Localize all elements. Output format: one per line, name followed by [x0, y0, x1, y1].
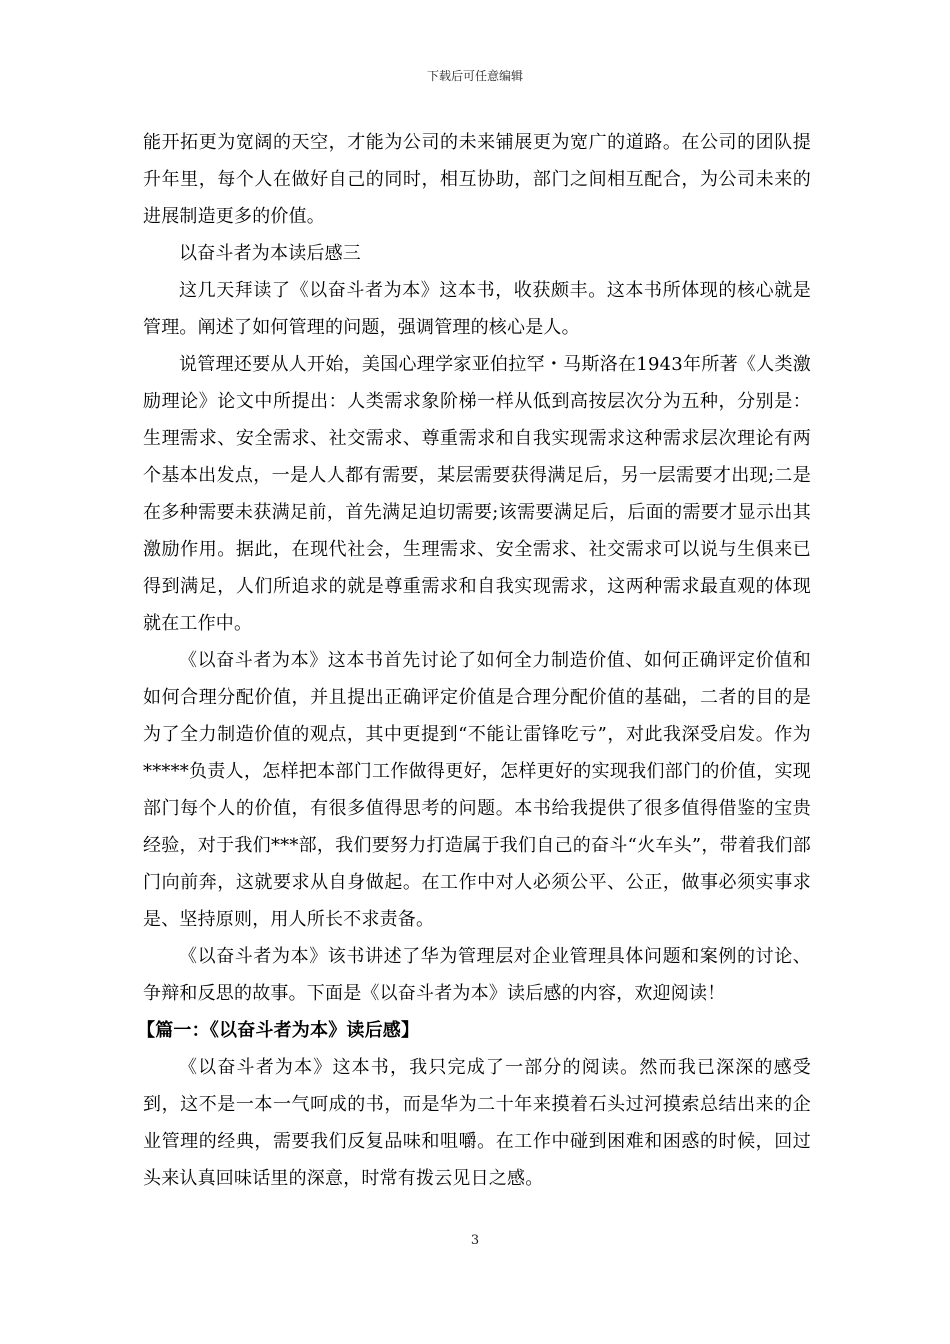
- page-number: 3: [470, 1233, 480, 1248]
- paragraph: 《以奋斗者为本》这本书首先讨论了如何全力制造价值、如何正确评定价值和如何合理分配价值，并且提出正确评定价值是合理分配价值的基础，二者的目的是为了全力制造价值的观点，其中更提到“不能让雷锋吃亏”，对此我深受启发。作为*****负责人，怎样把本部门工作做得更好，怎样更好的实现我们部门的价值，实现部门每个人的价值，有很多值得思考的问题。本书给我提供了很多值得借鉴的宝贵经验，对于我们***部，我们要努力打造属于我们自己的奋斗“火车头”，带着我们部门向前奔，这就要求从自身做起。在工作中对人必须公平、公正，做事必须实事求是、坚持原则，用人所长不求责备。: [143, 650, 811, 930]
- paragraph: 《以奋斗者为本》这本书，我只完成了一部分的阅读。然而我已深深的感受到，这不是一本一气呵成的书，而是华为二十年来摸着石头过河摸索总结出来的企业管理的经典，需要我们反复品味和咀嚼。在工作中碰到困难和困惑的时候，回过头来认真回味话里的深意，时常有拨云见日之感。: [143, 1057, 811, 1189]
- page-header: 下载后可任意编辑: [426, 69, 523, 83]
- section-title: 以奋斗者为本读后感三: [179, 243, 361, 264]
- paragraph: 这几天拜读了《以奋斗者为本》这本书，收获颇丰。这本书所体现的核心就是管理。阐述了如何管理的问题，强调管理的核心是人。: [143, 280, 811, 338]
- paragraph: 说管理还要从人开始，美国心理学家亚伯拉罕・马斯洛在1943年所著《人类激励理论》论文中所提出：人类需求象阶梯一样从低到高按层次分为五种，分别是：生理需求、安全需求、社交需求、尊重需求和自我实现需求这种需求层次理论有两个基本出发点，一是人人都有需要，某层需要获得满足后，另一层需要才出现;二是在多种需要未获满足前，首先满足迫切需要;该需要满足后，后面的需要才显示出其激励作用。据此，在现代社会，生理需求、安全需求、社交需求可以说与生俱来已得到满足，人们所追求的就是尊重需求和自我实现需求，这两种需求最直观的体现就在工作中。: [143, 354, 811, 634]
- document-body: [137, 124, 811, 1197]
- chapter-heading: 【篇一：《以奋斗者为本》读后感】: [137, 1020, 420, 1041]
- paragraph-continuation: 能开拓更为宽阔的天空，才能为公司的未来铺展更为宽广的道路。在公司的团队提升年里，每个人在做好自己的同时，相互协助，部门之间相互配合，为公司未来的进展制造更多的价值。: [143, 132, 811, 227]
- paragraph: 《以奋斗者为本》该书讲述了华为管理层对企业管理具体问题和案例的讨论、争辩和反思的故事。下面是《以奋斗者为本》读后感的内容，欢迎阅读！: [143, 946, 811, 1004]
